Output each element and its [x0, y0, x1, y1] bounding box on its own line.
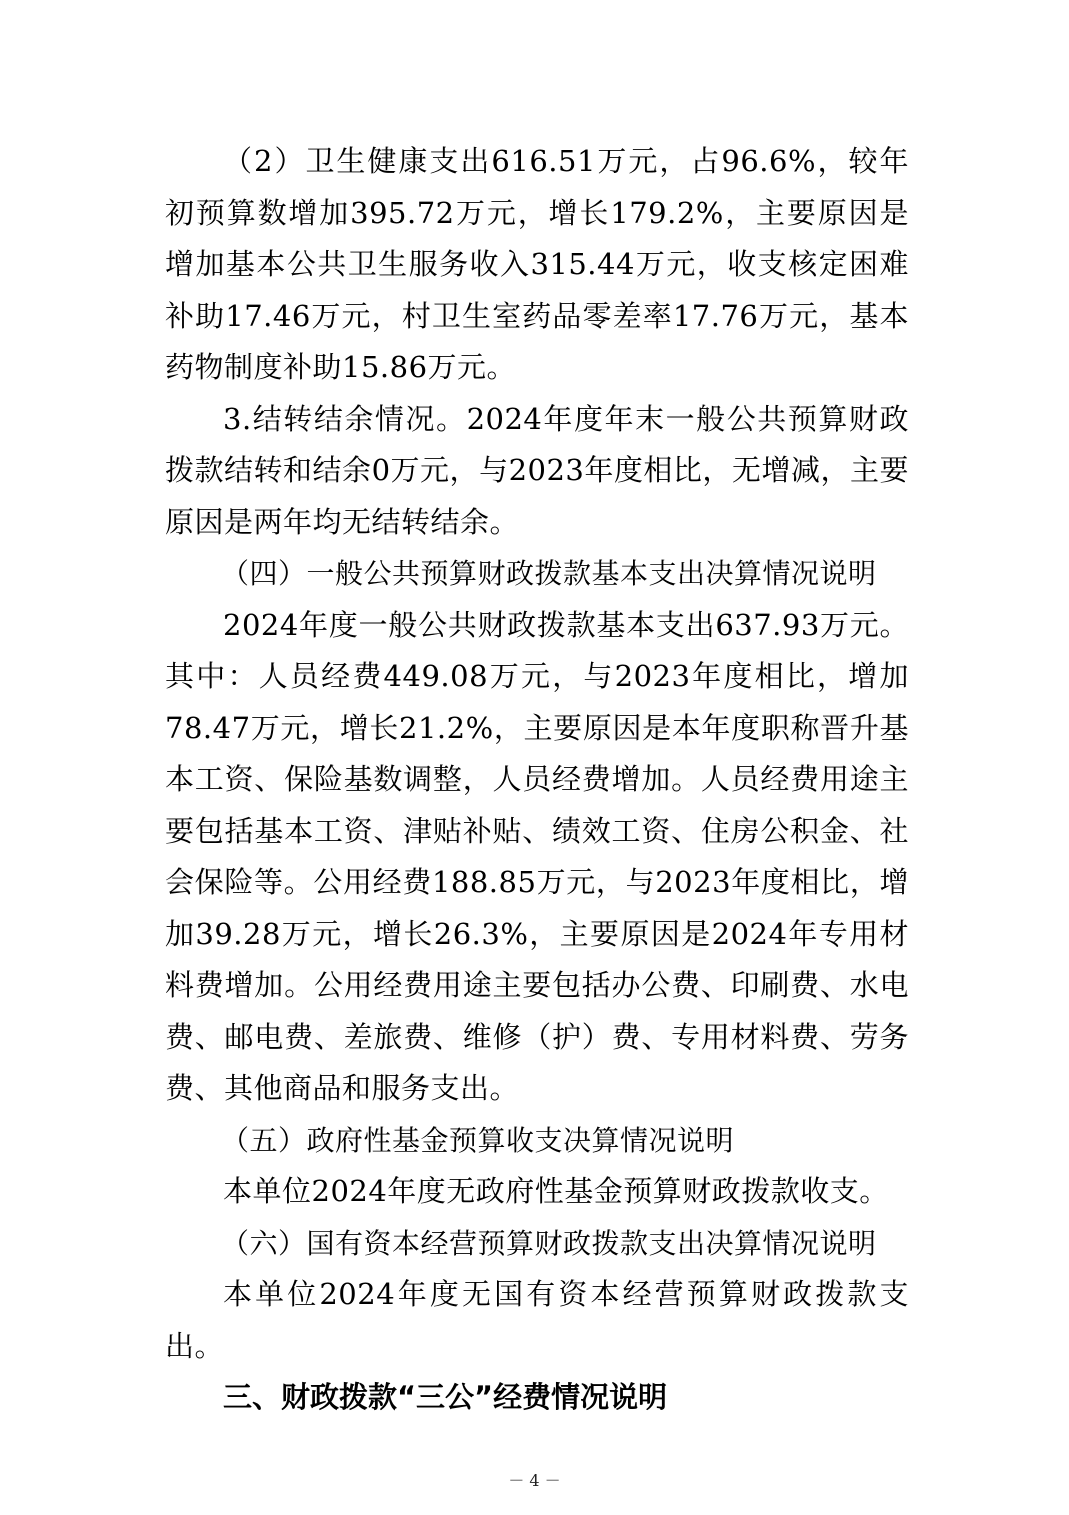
- subheading-basic-expenditure: （四）一般公共预算财政拨款基本支出决算情况说明: [221, 557, 877, 590]
- paragraph-health-expenditure: （2）卫生健康支出616.51万元，占96.6%，较年初预算数增加395.72万元，增长179.2%，主要原因是增加基本公共卫生服务收入315.44万元，收支核定困难补助17.46万元，村卫生室药品零差率17.76万元，基本药物制度补助15.86万元。: [165, 144, 909, 384]
- document-body: [165, 136, 909, 1424]
- subheading-government-fund: （五）政府性基金预算收支决算情况说明: [221, 1123, 735, 1157]
- paragraph-carryover-balance: 3.结转结余情况。2024年度年末一般公共预算财政拨款结转和结余0万元，与2023年度相比，无增减，主要原因是两年均无结转结余。: [165, 401, 909, 539]
- section-title-three-public-expenses: 三、财政拨款“三公”经费情况说明: [223, 1380, 668, 1414]
- page-number: － 4 －: [508, 1471, 561, 1490]
- paragraph-basic-expenditure: 2024年度一般公共财政拨款基本支出637.93万元。其中：人员经费449.08万元，与2023年度相比，增加78.47万元，增长21.2%，主要原因是本年度职称晋升基本工资、保险基数调整，人员经费增加。人员经费用途主要包括基本工资、津贴补贴、绩效工资、住房公积金、社会保险等。公用经费188.85万元，与2023年度相比，增加39.28万元，增长26.3%，主要原因是2024年专用材料费增加。公用经费用途主要包括办公费、印刷费、水电费、邮电费、差旅费、维修（护）费、专用材料费、劳务费、其他商品和服务支出。: [165, 607, 909, 1105]
- paragraph-state-capital: 本单位2024年度无国有资本经营预算财政拨款支出。: [165, 1277, 909, 1363]
- subheading-state-capital: （六）国有资本经营预算财政拨款支出决算情况说明: [221, 1226, 877, 1260]
- paragraph-government-fund: 本单位2024年度无政府性基金预算财政拨款收支。: [223, 1174, 889, 1208]
